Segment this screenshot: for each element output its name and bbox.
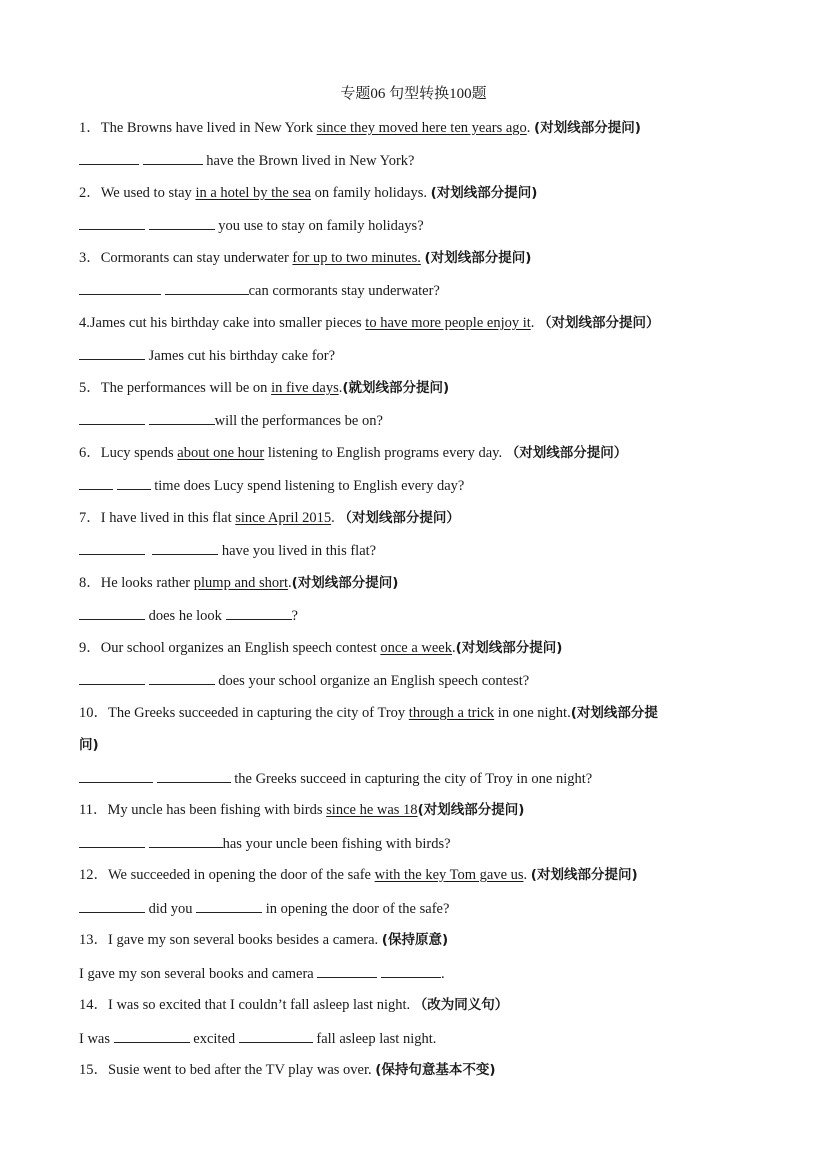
question-text: James cut his birthday cake into smaller pieces [89,315,366,331]
instruction-note: (对划线部分提问) [291,575,399,591]
answer-blank[interactable] [143,150,203,165]
question-text-end: listening to English programs every day. [264,445,506,461]
answer-blank[interactable] [165,280,249,295]
page-title: 专题06 句型转换100题 [340,86,487,102]
question-number: 7． [79,510,101,526]
question-text: The Browns have lived in New York [100,120,317,136]
question-1 [79,118,641,138]
question-number: 14． [79,997,108,1013]
question-14 [79,995,508,1015]
answer-blank[interactable] [79,150,139,165]
answer-text: has your uncle been fishing with birds? [222,836,451,852]
question-7 [79,508,460,528]
answer-line-2 [79,215,424,236]
answer-line-4 [79,345,335,366]
question-number: 3． [79,250,101,266]
question-number: 1． [79,120,101,136]
question-text: The Greeks succeeded in capturing the city of Troy [108,705,409,721]
answer-line-10 [79,768,592,789]
underlined-phrase: with the key Tom gave us [374,867,524,883]
question-12 [79,865,638,885]
underlined-phrase: once a week [380,640,452,656]
answer-line-14 [79,1028,436,1049]
question-text: I have lived in this flat [100,510,236,526]
instruction-note: (对划线部分提问) [417,802,525,818]
question-number: 13． [79,932,108,948]
answer-blank[interactable] [239,1028,313,1043]
instruction-note: （对划线部分提问） [505,445,628,461]
answer-line-9 [79,670,529,691]
question-11 [79,800,524,820]
question-2 [79,183,537,203]
question-text-end: . [526,120,535,136]
answer-text: excited [189,1031,239,1047]
answer-line-8 [79,605,298,626]
answer-blank[interactable] [149,670,215,685]
answer-text: James cut his birthday cake for? [145,348,336,364]
instruction-note: （改为同义句） [413,997,509,1013]
answer-text-start: I gave my son several books and camera [79,966,318,982]
answer-text: can cormorants stay underwater? [248,283,440,299]
answer-text: have the Brown lived in New York? [202,153,415,169]
answer-blank[interactable] [149,833,223,848]
underlined-phrase: in five days [271,380,339,396]
answer-blank[interactable] [79,605,145,620]
question-5 [79,378,449,398]
question-text: I gave my son several books besides a camera. [108,932,382,948]
answer-line-11 [79,833,451,854]
question-text: We used to stay [100,185,196,201]
underlined-phrase: since April 2015 [235,510,332,526]
answer-text-end: . [440,966,445,982]
answer-text: have you lived in this flat? [218,543,377,559]
answer-blank[interactable] [149,410,215,425]
answer-blank[interactable] [79,670,145,685]
answer-blank[interactable] [79,833,145,848]
answer-text: the Greeks succeed in capturing the city of Troy in one night? [230,771,593,787]
question-text-end: in one night. [494,705,571,721]
underlined-phrase: in a hotel by the sea [195,185,311,201]
answer-blank[interactable] [79,280,161,295]
answer-line-3 [79,280,440,301]
answer-blank[interactable] [226,605,292,620]
question-text-end: . [523,867,531,883]
question-text: Our school organizes an English speech contest [100,640,381,656]
answer-text-end: in opening the door of the safe? [262,901,450,917]
answer-blank[interactable] [79,898,145,913]
answer-blank[interactable] [79,345,145,360]
answer-blank[interactable] [79,215,145,230]
question-15 [79,1060,496,1080]
underlined-phrase: since they moved here ten years ago [316,120,527,136]
answer-blank[interactable] [317,963,377,978]
answer-text-start: I was [79,1031,114,1047]
question-text-end: . [288,575,292,591]
answer-blank[interactable] [157,768,231,783]
answer-line-13 [79,963,445,984]
question-9 [79,638,562,658]
question-text: He looks rather [100,575,194,591]
underlined-phrase: since he was 18 [326,802,418,818]
answer-line-5 [79,410,383,431]
instruction-note: (就划线部分提问) [342,380,450,396]
instruction-note: (对划线部分提问) [430,185,538,201]
question-number: 9． [79,640,101,656]
instruction-note: （对划线部分提问） [538,315,660,331]
answer-text-end: ? [291,608,298,624]
question-text: We succeeded in opening the door of the safe [108,867,375,883]
answer-line-12 [79,898,449,919]
question-number: 2． [79,185,101,201]
answer-blank[interactable] [196,898,262,913]
question-text-end: . [331,510,339,526]
instruction-note: (保持句意基本不变) [375,1062,496,1078]
instruction-note: (对划线部分提 [570,705,658,721]
question-number: 12． [79,867,108,883]
answer-text: does your school organize an English speech contest? [214,673,530,689]
answer-blank[interactable] [79,475,113,490]
answer-text: does he look [145,608,226,624]
answer-text: time does Lucy spend listening to English every day? [150,478,465,494]
answer-text-end: fall asleep last night. [312,1031,437,1047]
answer-blank[interactable] [152,540,218,555]
answer-blank[interactable] [149,215,215,230]
answer-line-7 [79,540,376,561]
answer-text: will the performances be on? [214,413,383,429]
instruction-note-wrap: 问) [79,737,99,753]
underlined-phrase: for up to two minutes. [292,250,421,266]
question-10 [79,703,658,723]
instruction-note: (对划线部分提问) [534,120,641,136]
answer-text: you use to stay on family holidays? [214,218,424,234]
question-number: 4. [79,315,90,331]
instruction-note: (对划线部分提问) [424,250,532,266]
question-text: Lucy spends [100,445,178,461]
instruction-note: （对划线部分提问） [338,510,460,526]
answer-blank[interactable] [79,410,145,425]
question-number: 8． [79,575,101,591]
underlined-phrase: about one hour [177,445,265,461]
question-text: My uncle has been fishing with birds [107,802,327,818]
answer-blank[interactable] [114,1028,190,1043]
question-text: Susie went to bed after the TV play was over. [108,1062,376,1078]
question-text: I was so excited that I couldn’t fall asleep last night. [108,997,414,1013]
answer-line-6 [79,475,464,496]
question-text-end: . [530,315,539,331]
question-text: The performances will be on [100,380,272,396]
instruction-note: (对划线部分提问) [455,640,563,656]
answer-blank[interactable] [79,540,145,555]
underlined-phrase: plump and short [193,575,289,591]
question-number: 6． [79,445,101,461]
answer-text: did you [145,901,197,917]
answer-line-1 [79,150,414,171]
instruction-note: (对划线部分提问) [530,867,638,883]
question-text-end: . [452,640,456,656]
question-text: Cormorants can stay underwater [100,250,293,266]
question-8 [79,573,398,593]
question-number: 5． [79,380,101,396]
question-6 [79,443,627,463]
instruction-note: (保持原意) [381,932,449,948]
underlined-phrase: to have more people enjoy it [365,315,531,331]
question-text-end: on family holidays. [311,185,431,201]
question-text-end: . [338,380,343,396]
answer-blank[interactable] [117,475,151,490]
underlined-phrase: through a trick [408,705,495,721]
answer-blank[interactable] [79,768,153,783]
answer-blank[interactable] [381,963,441,978]
question-number: 15． [79,1062,108,1078]
question-10-wrap [79,735,99,755]
question-4 [79,313,660,333]
question-3 [79,248,531,268]
question-13 [79,930,448,950]
question-number: 11． [79,802,108,818]
question-number: 10． [79,705,108,721]
